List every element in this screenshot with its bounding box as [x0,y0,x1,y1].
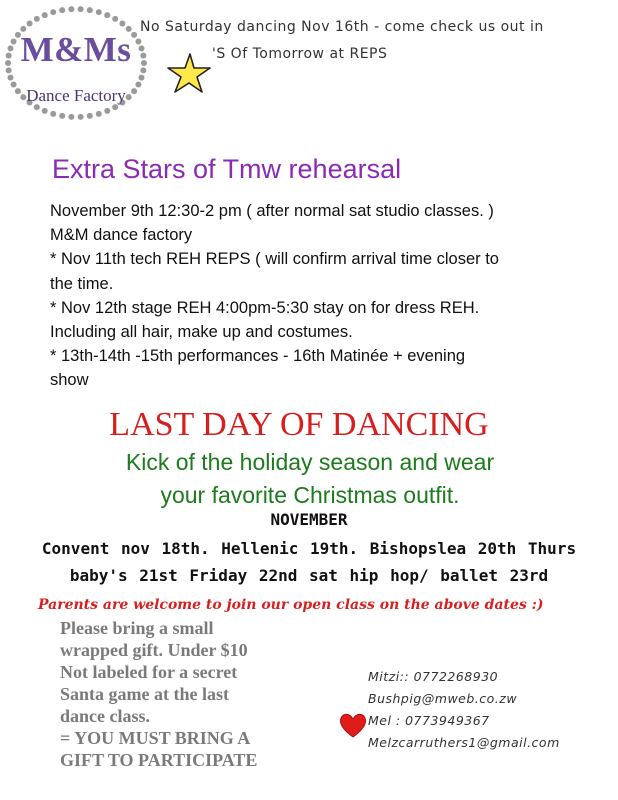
logo-dot [50,9,56,15]
parents-note: Parents are welcome to join our open class on the above dates :) [38,597,544,613]
holiday-line-2: your favorite Christmas outfit. [160,482,460,508]
class-dates [0,535,618,589]
gift-line: = YOU MUST BRING A [60,728,251,748]
logo-dot [96,111,102,117]
gift-line: dance class. [60,706,150,726]
logo-dot [104,12,110,18]
rehearsal-line: * Nov 11th tech REH REPS ( will confirm arrival time closer to [50,250,499,269]
dates-line-2: baby's 21st Friday 22nd sat hip hop/ ballet 23rd [69,566,549,585]
logo-dot [112,16,118,22]
gift-instructions [60,617,340,771]
logo-dot [59,113,65,119]
rehearsal-line: Including all hair, make up and costumes. [50,323,353,342]
logo-dot [42,108,48,114]
gift-line: GIFT TO PARTICIPATE [60,750,258,770]
logo [2,4,150,122]
logo-dot [96,9,102,15]
gift-line: Santa game at the last [60,684,229,704]
rehearsal-line: * 13th-14th -15th performances - 16th Matinée + evening [50,347,466,366]
logo-dot [50,111,56,117]
month-label: NOVEMBER [270,510,348,529]
logo-dot [27,21,33,27]
gift-line: wrapped gift. Under $10 [60,640,248,660]
rehearsal-line: * Nov 12th stage REH 4:00pm-5:30 stay on for dress REH. [50,298,480,317]
logo-subtitle: Dance Factory [26,86,126,105]
notice-line-2: 'S Of Tomorrow at REPS [212,46,388,62]
gift-line: Please bring a small [60,618,214,638]
logo-dot [104,108,110,114]
contact-line: Mitzi:: 0772268930 [368,669,499,684]
holiday-line-1: Kick of the holiday season and wear [125,449,495,475]
contact-line: Mel : 0773949367 [368,713,490,728]
rehearsal-line: the time. [50,274,114,293]
saturday-notice [140,14,610,68]
logo-dot [59,7,65,13]
logo-dot [78,6,84,12]
rehearsal-line: show [50,371,89,390]
logo-dot [68,6,74,12]
logo-dot [68,114,74,120]
logo-dot [42,12,48,18]
notice-line-1: No Saturday dancing Nov 16th - come check us out in [140,19,544,35]
dates-line-1: Convent nov 18th. Hellenic 19th. Bishopslea 20th Thurs [41,539,577,558]
heart-icon [338,710,368,740]
logo-dot [87,7,93,13]
logo-dot [87,113,93,119]
logo-dot [119,21,125,27]
contact-details [368,666,608,754]
rehearsal-line: M&M dance factory [50,226,193,245]
logo-dot [34,16,40,22]
logo-dot [78,114,84,120]
logo-brand: M&Ms [20,30,132,69]
rehearsal-line: November 9th 12:30-2 pm ( after normal sat studio classes. ) [50,202,494,220]
gift-line: Not labeled for a secret [60,662,238,682]
holiday-message [0,446,618,512]
logo-dot [139,75,145,81]
rehearsal-schedule [50,199,610,393]
contact-line: Bushpig@mweb.co.zw [368,691,518,706]
logo-dot [8,75,14,81]
contact-line: Melzcarruthers1@gmail.com [368,735,560,750]
last-day-heading: LAST DAY OF DANCING [109,406,489,443]
rehearsal-title: Extra Stars of Tmw rehearsal [52,154,402,184]
